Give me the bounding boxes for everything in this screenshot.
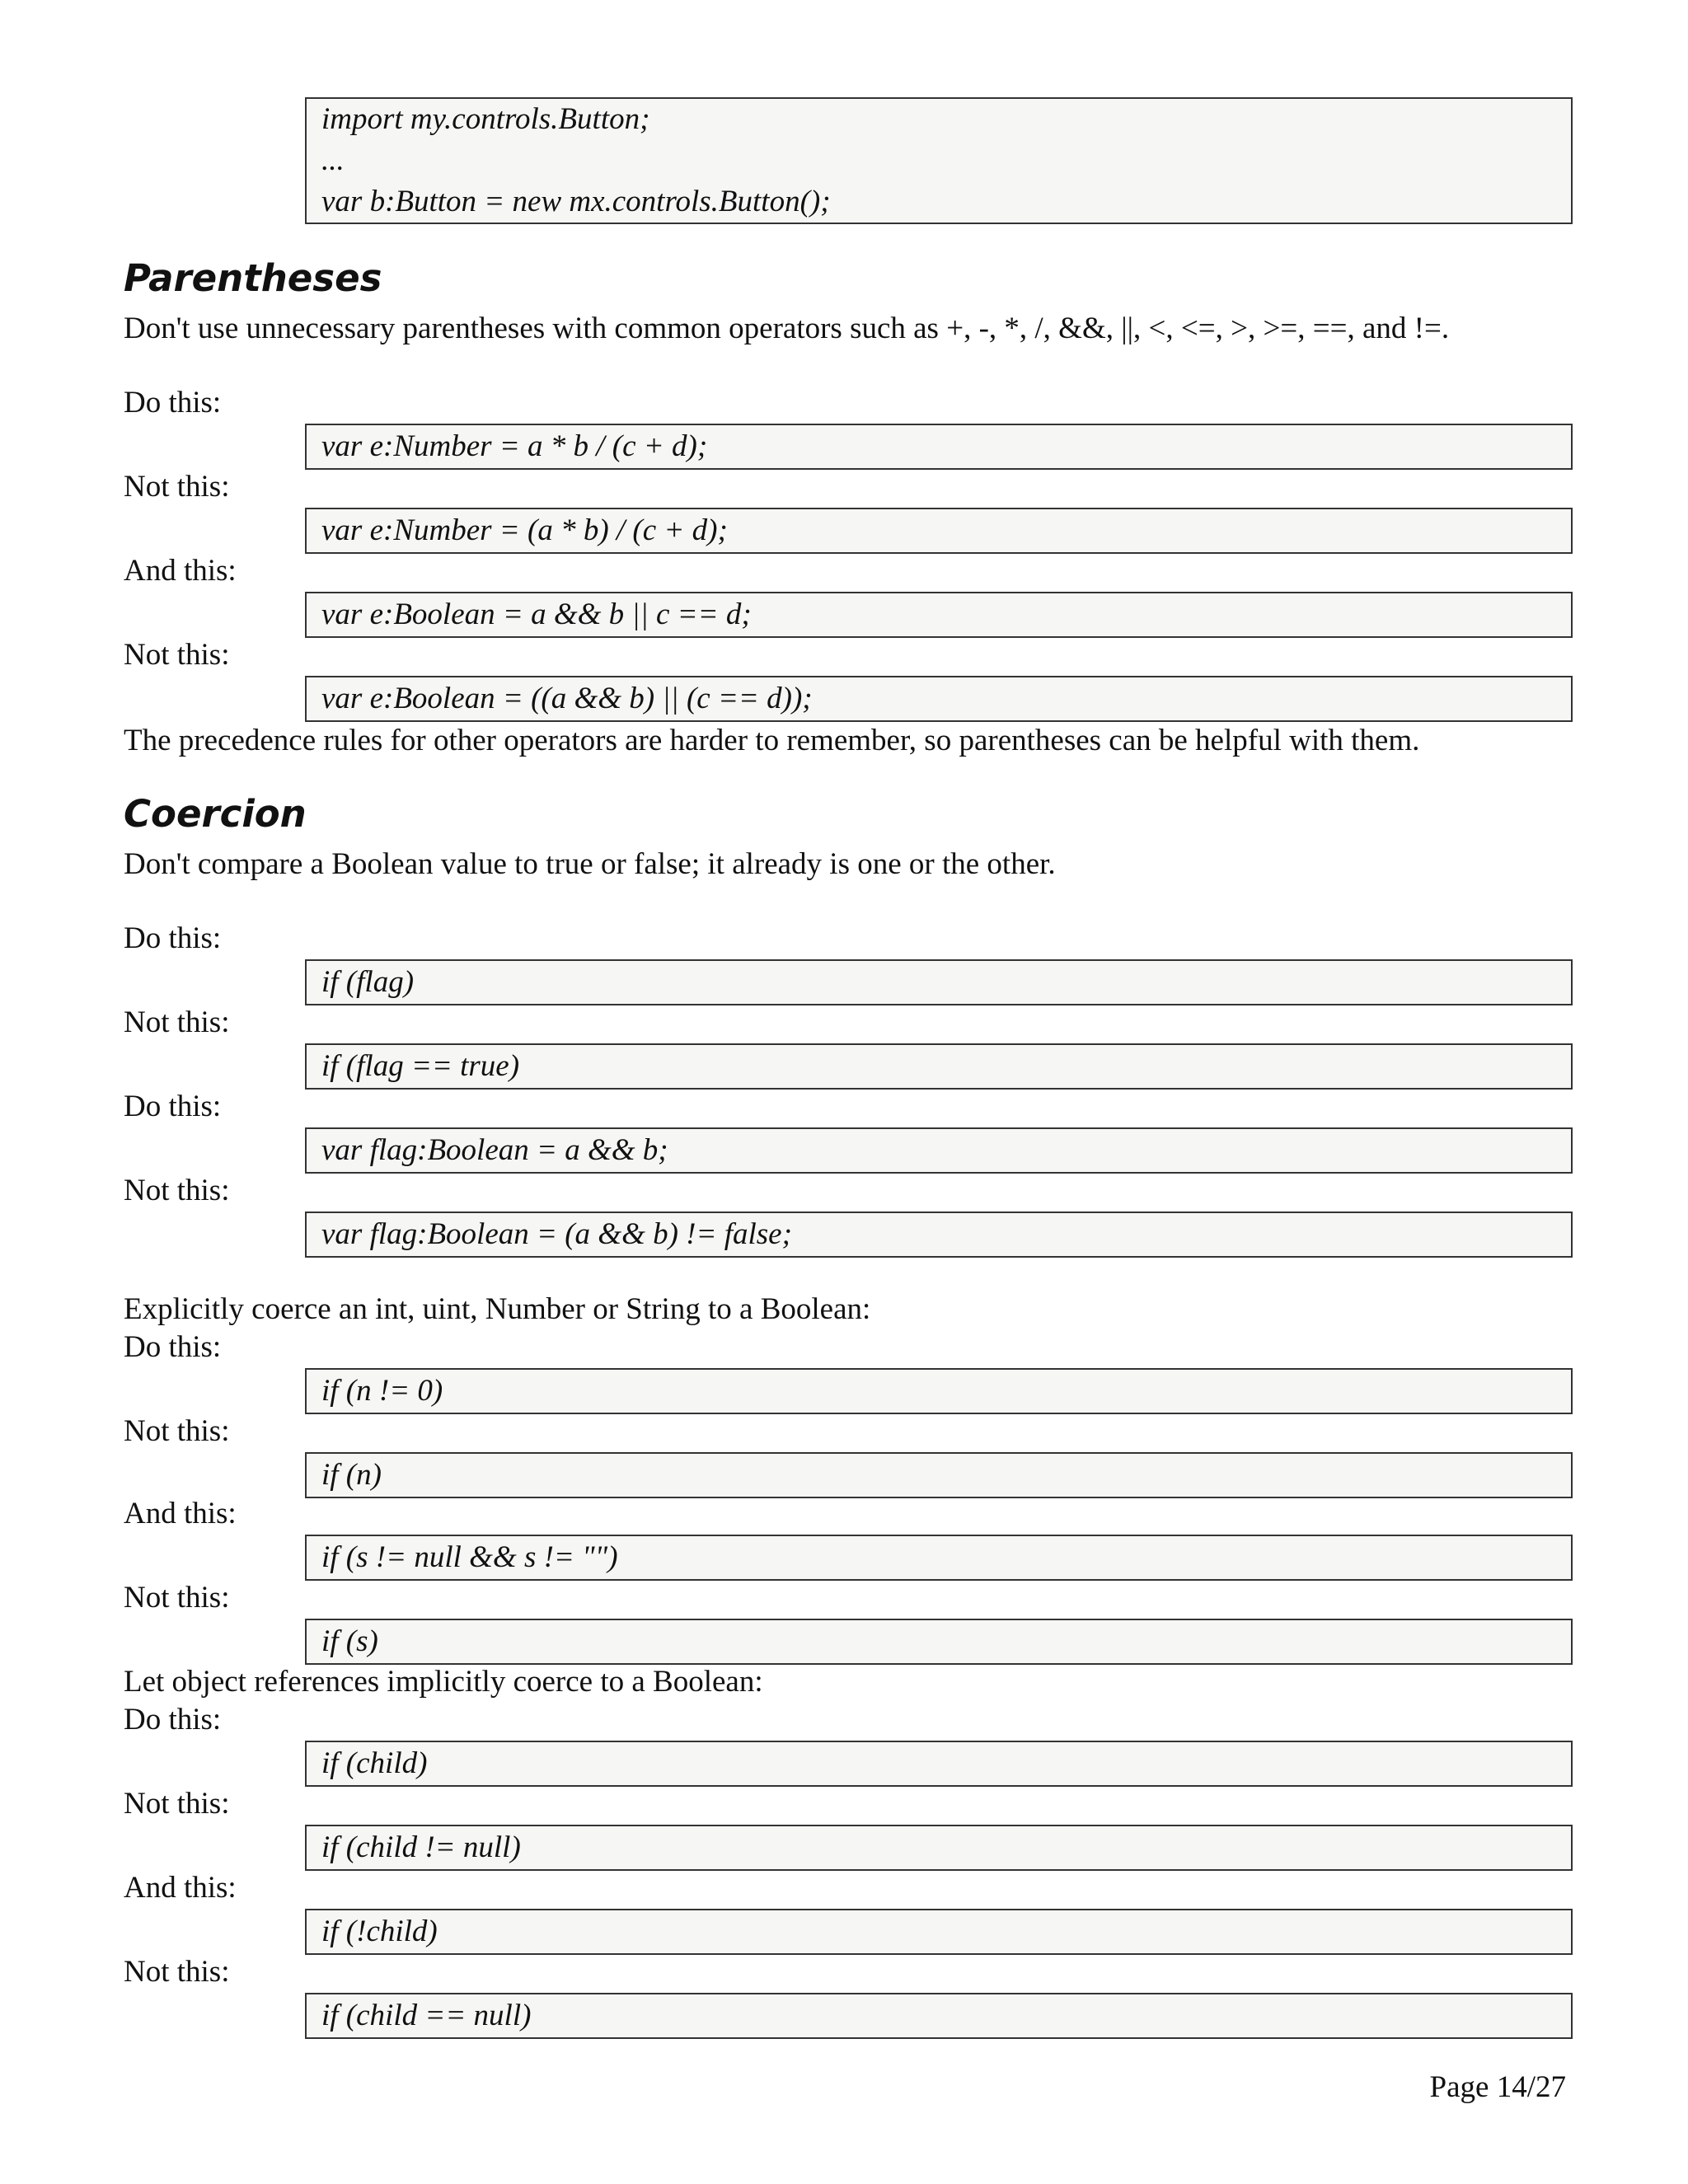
example-label: And this: [124,1497,237,1530]
example-label: Do this: [124,1090,222,1123]
code-block: if (s != null && s != "") [305,1535,1573,1581]
code-block: var e:Number = a * b / (c + d); [305,424,1573,470]
code-block: var e:Boolean = a && b || c == d; [305,592,1573,638]
paragraph-parentheses-intro: Don't use unnecessary parentheses with common operators such as +, -, *, /, &&, ||, <, <=, >, >=, ==, and !=. [124,312,1450,345]
code-block: if (flag) [305,959,1573,1005]
code-block: if (flag == true) [305,1043,1573,1090]
example-label: And this: [124,554,237,588]
paragraph-coercion-explicit: Explicitly coerce an int, uint, Number or String to a Boolean: [124,1292,871,1326]
example-label: Not this: [124,1955,230,1989]
code-block: if (n) [305,1452,1573,1498]
section-heading-parentheses: Parentheses [124,256,382,300]
code-line: ... [321,143,345,177]
example-label: Not this: [124,1581,230,1615]
code-block: var flag:Boolean = a && b; [305,1127,1573,1174]
example-label: Not this: [124,1414,230,1448]
code-block: if (child) [305,1741,1573,1787]
code-block: if (n != 0) [305,1368,1573,1414]
code-block: var flag:Boolean = (a && b) != false; [305,1212,1573,1258]
code-block: if (s) [305,1619,1573,1665]
code-block-import [305,97,1573,224]
paragraph-parentheses-outro: The precedence rules for other operators are harder to remember, so parentheses can be helpful with them. [124,724,1420,757]
example-label: Not this: [124,1787,230,1821]
example-label: Do this: [124,386,222,419]
code-block: if (!child) [305,1909,1573,1955]
example-label: And this: [124,1871,237,1905]
example-label: Not this: [124,470,230,504]
example-label: Not this: [124,638,230,672]
paragraph-coercion-implicit: Let object references implicitly coerce to a Boolean: [124,1665,763,1699]
example-label: Do this: [124,1330,222,1364]
example-label: Do this: [124,1703,222,1736]
example-label: Not this: [124,1174,230,1207]
page-number: Page 14/27 [1429,2070,1566,2104]
code-line: import my.controls.Button; [321,102,650,136]
code-block: var e:Boolean = ((a && b) || (c == d)); [305,676,1573,722]
code-line: var b:Button = new mx.controls.Button(); [321,185,831,218]
code-block: if (child != null) [305,1825,1573,1871]
section-heading-coercion: Coercion [124,792,307,836]
code-block: if (child == null) [305,1993,1573,2039]
code-block: var e:Number = (a * b) / (c + d); [305,508,1573,554]
example-label: Not this: [124,1005,230,1039]
paragraph-coercion-intro: Don't compare a Boolean value to true or false; it already is one or the other. [124,847,1056,881]
example-label: Do this: [124,921,222,955]
